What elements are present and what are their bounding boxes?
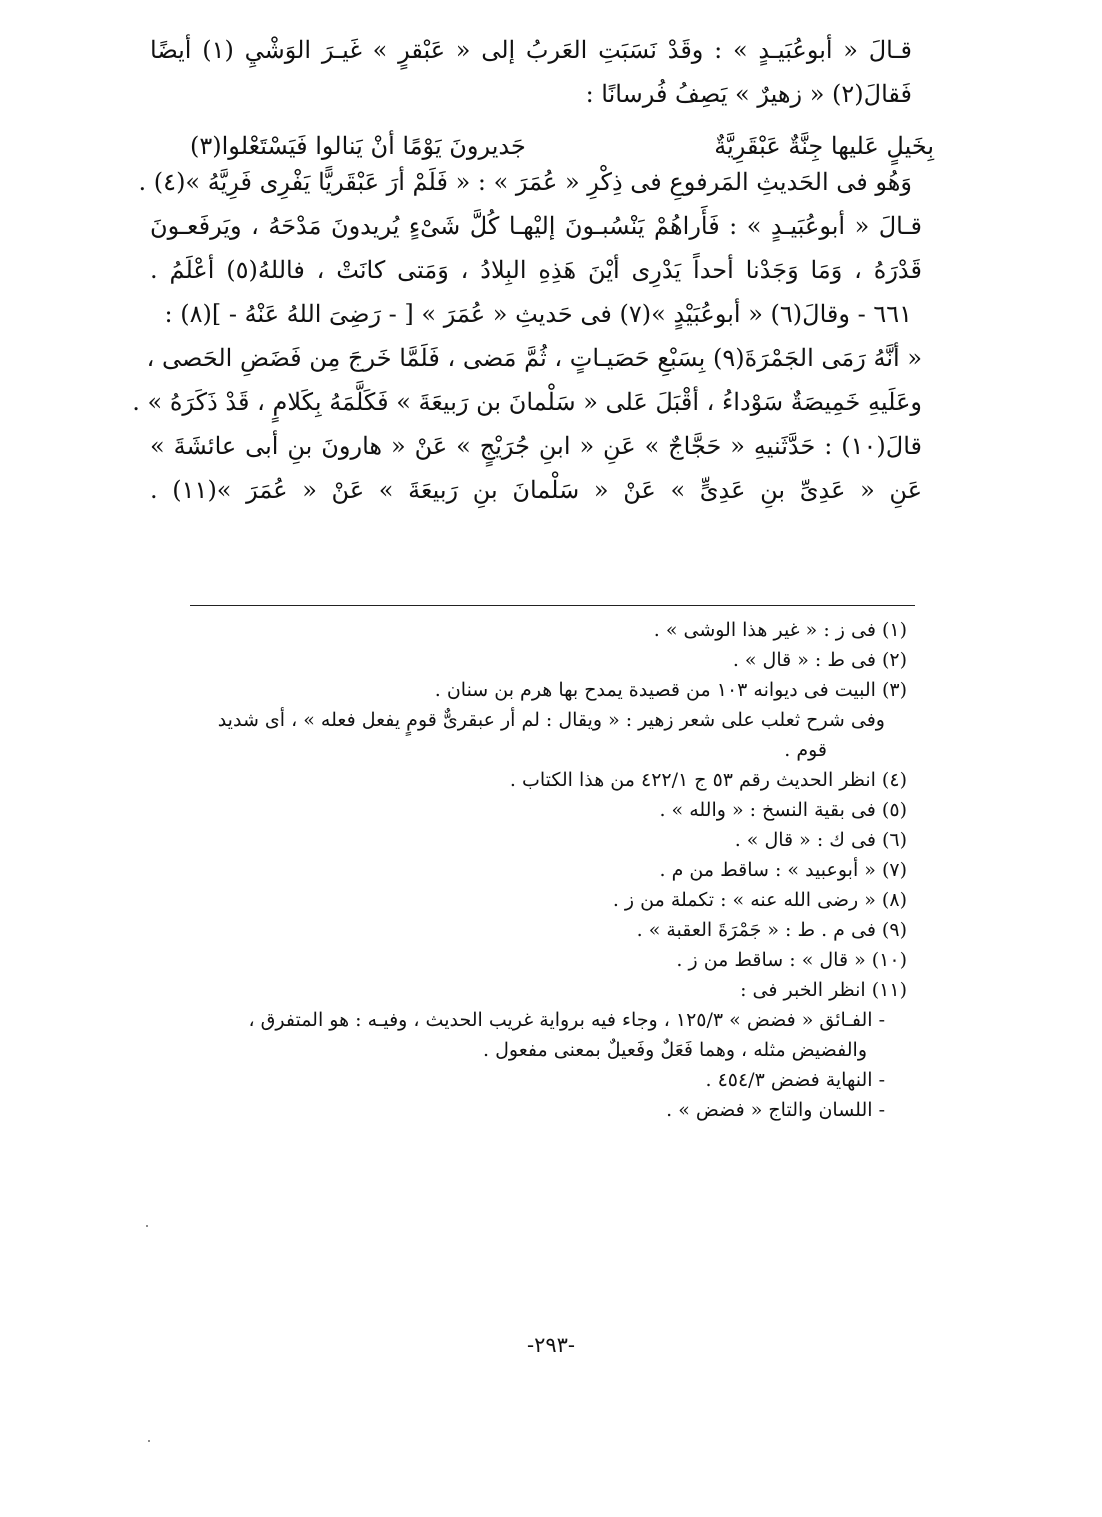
footnote-11-item-1-continuation: والفضيض مثله ، وهما فَعَلٌ وفَعيلٌ بمعنى مفعول .: [483, 1039, 867, 1061]
footnote-1: (١) فى ز : « غير هذا الوشى » .: [653, 619, 907, 641]
main-line-10: عَنِ « عَدِىِّ بنِ عَدِىٍّ » عَنْ « سَلْمانَ بنِ رَبيعَةَ » عَنْ « عُمَرَ »(١١) .: [150, 476, 923, 504]
main-line-2: فَقالَ(٢) « زهيرٌ » يَصِفُ فُرسانًا :: [585, 80, 912, 108]
footnote-6: (٦) فى ك : « قال » .: [734, 829, 907, 851]
footnote-11: (١١) انظر الخبر فى :: [740, 979, 907, 1001]
main-line-4: قـالَ « أبوعُبَيـدٍ » : فَأَراهُمْ يَنْسُبـونَ إليْهـا كُلَّ شَىْءٍ يُريدونَ مَدْحَهُ ، ويَرفَعـونَ: [150, 212, 922, 240]
footnote-11-item-3: - اللسان والتاج « فضض » .: [666, 1099, 885, 1121]
main-line-8: وعَلَيهِ خَمِيصَةٌ سَوْداءُ ، أقْبَلَ عَلى « سَلْمانَ بن رَبيعَةَ » فَكَلَّمَهُ بِكَلامٍ ، قَدْ ذَكَرَهُ » .: [132, 388, 922, 416]
scan-speck: [148, 1440, 150, 1442]
footnote-10: (١٠) « قال » : ساقط من ز .: [676, 949, 907, 971]
main-line-3: وَهُو فى الحَديثِ المَرفوعِ فى ذِكْرِ « عُمَرَ » : « فَلَمْ أرَ عَبْقَريًّا يَفْرِى فَرِيَّهُ »(٤) .: [138, 168, 912, 196]
verse-hemistich-2: جَديرونَ يَوْمًا أنْ يَنالوا فَيَسْتَعْلوا(٣): [190, 132, 526, 160]
verse-hemistich-1: بِخَيلٍ عَليها جِنَّةٌ عَبْقَرِيَّةٌ: [714, 132, 934, 160]
footnote-11-item-2: - النهاية فضض ٤٥٤/٣ .: [705, 1069, 885, 1091]
footnote-3: (٣) البيت فى ديوانه ١٠٣ من قصيدة يمدح بها هرم بن سنان .: [434, 679, 907, 701]
footnote-11-item-1: - الفـائق « فضض » ١٢٥/٣ ، وجاء فيه برواية غريب الحديث ، وفيـه : هو المتفرق ،: [248, 1009, 885, 1031]
main-line-5: قَدْرَهُ ، وَمَا وَجَدْنا أحداً يَدْرِى أيْنَ هَذِهِ البِلادُ ، وَمَتى كانَتْ ، فاللهُ(٥) أعْلَمُ .: [150, 256, 923, 284]
main-line-9: قالَ(١٠) : حَدَّثَنيهِ « حَجَّاجٌ » عَنِ « ابنِ جُرَيْجٍ » عَنْ « هارونَ بنِ أبى عائشَةَ »: [150, 432, 922, 460]
page-number: -٢٩٣-: [526, 1333, 576, 1357]
footnote-7: (٧) « أبوعبيد » : ساقط من م .: [659, 859, 907, 881]
footnote-4: (٤) انظر الحديث رقم ٥٣ ج ٤٢٢/١ من هذا الكتاب .: [509, 769, 907, 791]
footnote-5: (٥) فى بقية النسخ : « والله » .: [659, 799, 907, 821]
footnote-3-continuation: وفى شرح ثعلب على شعر زهير : « ويقال : لم أر عبقرىٌّ قومٍ يفعل فعله » ، أى شديد: [217, 709, 885, 731]
main-text: [132, 28, 923, 512]
footnote-3-continuation-end: قوم .: [784, 739, 827, 761]
footnote-2: (٢) فى ط : « قال » .: [732, 649, 907, 671]
poetry-verse: [150, 124, 934, 168]
main-line-1: قـالَ « أبوعُبَيـدٍ » : وقَدْ نَسَبَتِ العَربُ إلى « عَبْقرٍ » غَيـرَ الوَشْيِ (١) أيضًا: [150, 36, 912, 64]
footnote-divider: [190, 605, 915, 606]
footnote-9: (٩) فى م . ط : « جَمْرَةَ العقبة » .: [636, 919, 907, 941]
footnotes: [145, 615, 907, 1125]
scan-speck: [146, 1225, 148, 1227]
main-line-7: « أنَّهُ رَمَى الجَمْرَةَ(٩) بِسَبْعِ حَصَيـاتٍ ، ثُمَّ مَضى ، فَلَمَّا خَرجَ مِن فَضَضِ الحَصى ،: [146, 344, 922, 372]
footnote-8: (٨) « رضى الله عنه » : تكملة من ز .: [612, 889, 907, 911]
main-line-6: ٦٦١ - وقالَ(٦) « أبوعُبَيْدٍ »(٧) فى حَديثِ « عُمَرَ » [ - رَضِىَ اللهُ عَنْهُ - ](٨) :: [164, 300, 912, 328]
